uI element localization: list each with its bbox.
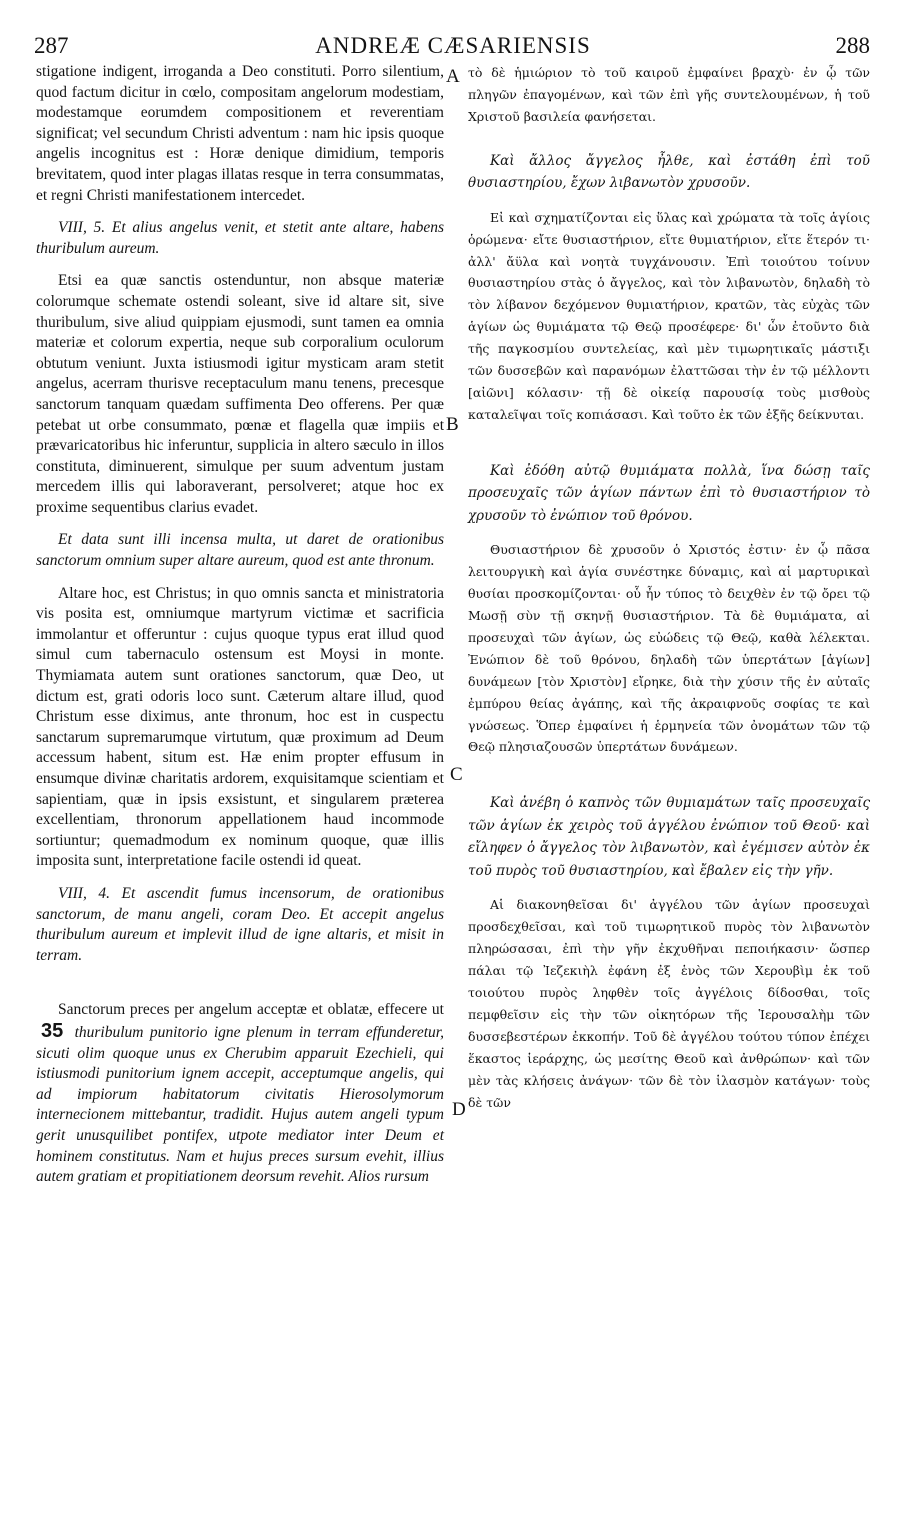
- page-number-left: 287: [34, 33, 69, 58]
- latin-paragraph: stigatione indigent, irroganda a Deo constituti. Porro silentium, quod factum dicitur in cœlo, compositam angelorum modestiam, modestamque eorumdem compositionem et reverentiam significat; vel secundum Christi adventum : nam hic ipsis quoque angelis incognitus est : Horæ denique dimidium, temporis brevitatem, quod inter plagas illatas resque in terra consummatas, et regni Christi manifestationem intercedet.: [36, 63, 444, 204]
- latin-paragraph: Altare hoc, est Christus; in quo omnis sancta et ministratoria vis posita est, omniumque martyrum victimæ et sacrificia immolantur et offeruntur : cujus quoque typus erat illud quod simul cum tabernaculo ostensum est Moysi in monte. Thymiamata autem sunt orationes sanctorum, quæ Deo, ut dictum est, grati odoris loco sunt. Cæterum altare illud, quod Christum esse diximus, ante thronum, hoc est in cuspectu sanctarum supremarumque virtutum, quæ proximum ad Deum accessum habent, situm est. Hæ enim propter effusum in ensumque divinæ charitatis ardorem, exquisitamque scientiam et sapientiam, quæ in ipsis exsistunt, et singularem præterea excellentiam, thronorum appellationem haud incommode sortiuntur; quemadmodum ex nominum quoque, quæ illis imposita sunt, interpretatione facile ostendi id queat.: [36, 584, 444, 870]
- margin-letter-b: B: [446, 414, 459, 435]
- latin-lemma: VIII, 5. Et alius angelus venit, et stetit ante altare, habens thuribulum aureum.: [36, 219, 444, 257]
- running-title: ANDREÆ CÆSARIENSIS: [315, 33, 591, 58]
- greek-paragraph: Θυσιαστήριον δὲ χρυσοῦν ὁ Χριστός ἐστιν· ἐν ᾧ πᾶσα λειτουργικὴ καὶ ἁγία συνέστηκε δύναμις, καὶ αἱ μαρτυρικαὶ θυσίαι προσκομίζονται· οὗ ἦν τύπος τὸ δειχθὲν ἐν τῷ ὄρει τῷ Μωσῇ σὺν τῇ σκηνῇ θυσιαστήριον. Τὰ δὲ θυμιάματα, αἱ προσευχαὶ τῶν ἁγίων, ὡς εὐώδεις τῷ Θεῷ, καθὰ λέλεκται. Ἐνώπιον δὲ τοῦ θρόνου, δηλαδὴ τῶν ὑπερτάτων [ἁγίων] δυνάμεων [τὸν Χριστὸν] εἴρηκε, διὰ τὴν χύσιν τῆς ἐν αὐταῖς ἐμπύρου θείας ἀγάπης, καὶ τῆς ἀκραιφνοῦς σοφίας τε καὶ γνώσεως. Ὅπερ ἐμφαίνει ἡ ἑρμηνεία τῶν ὀνομάτων τῶν τῷ Θεῷ πλησιαζουσῶν ὑπερτάτων δυνάμεων.: [468, 542, 870, 755]
- latin-lemma: Et data sunt illi incensa multa, ut daret de orationibus sanctorum omnium super altare aureum, quod est ante thronum.: [36, 531, 444, 570]
- greek-lemma: Καὶ ἀνέβη ὁ καπνὸς τῶν θυμιαμάτων ταῖς προσευχαῖς τῶν ἁγίων ἐκ χειρὸς τοῦ ἀγγέλου ἐνώπιον τοῦ Θεοῦ· καὶ εἴληφεν ὁ ἄγγελος τὸν λιβανωτὸν, καὶ ἐγέμισεν αὐτὸν ἐκ τοῦ πυρὸς τοῦ θυσιαστηρίου, καὶ ἔβαλεν εἰς τὴν γῆν.: [468, 795, 870, 879]
- greek-paragraph: Εἰ καὶ σχηματίζονται εἰς ὕλας καὶ χρώματα τὰ τοῖς ἁγίοις ὁρώμενα· εἴτε θυσιαστήριον, εἴτε θυμιατήριον, εἴτε ἕτερόν τι· ἀλλ' ἄϋλα καὶ νοητὰ τυγχάνουσιν. Ἐπὶ τοιούτου τοίνυν θυσιαστηρίου στὰς ὁ ἄγγελος, καὶ τὸν λιβανωτὸν, δηλαδὴ τὸ τὸν λίβανον δεχόμενον θυμιατήριον, κρατῶν, τὰς εὐχὰς τῶν ἁγίων ὡς θυμιάματα τῷ Θεῷ προσέφερε· δι' ὧν ἐτοῦντο διὰ τῆς παγκοσμίου συντελείας, καὶ μὲν τιμωρητικαῖς μάστιξι τῶν δυσσεβῶν καὶ παρανόμων ἐλαττῶσαι τὴν ἐν τῷ μέλλοντι [αἰῶνι] κόλασιν· τῇ δὲ οἰκείᾳ παρουσίᾳ τοὺς μισθοὺς καταλεῖψαι τοῖς κοπιάσασι. Καὶ τοῦτο ἐκ τῶν ἑξῆς δείκνυται.: [468, 209, 870, 422]
- greek-lemma: Καὶ ἐδόθη αὐτῷ θυμιάματα πολλὰ, ἵνα δώσῃ ταῖς προσευχαῖς τῶν ἁγίων πάντων ἐπὶ τὸ θυσιαστήριον τὸ χρυσοῦν τὸ ἐνώπιον τοῦ θρόνου.: [468, 462, 870, 524]
- greek-column: [468, 62, 870, 1113]
- column-number: 35: [41, 1019, 64, 1042]
- latin-paragraph: Etsi ea quæ sanctis ostenduntur, non absque materiæ colorumque schemate ostendi soleant, sive id altare sit, sive thuribulum, sive aliud quippiam ejusmodi, sunt tamen ea omnia materiæ et colorum expertia, neque sub corporalium oculorum obtutum veniunt. Juxta istiusmodi igitur mysticam aram stetit angelus, acerram thurisve receptaculum manu tenens, precesque sanctorum tanquam quædam suffimenta Deo offerens. Per quæ petebat ut orbe consummato, pœnæ et flagella quæ impiis et prævaricatoribus hic inferuntur, supplicia in altero sæculo in illos constituta, diminuerent, simulque per suum adventum justam mercedem illis qui laboraverant, persolveret; atque hoc ex proxime sequentibus clarius evadet.: [36, 272, 444, 516]
- latin-paragraph: [36, 1000, 444, 1187]
- latin-text: Sanctorum preces per angelum acceptæ et oblatæ, effecere ut: [58, 1001, 444, 1019]
- latin-column: [36, 62, 444, 1188]
- margin-letter-c: C: [450, 764, 463, 785]
- latin-text: thuribulum punitorio igne plenum in terram effunderetur, sicuti olim quoque unus ex Cherubim apparuit Ezechieli, qui istiusmodi punitorium ignem accepit, acceptumque angelis, qui ad impiorum habitatorum civitatis Hierosolymorum internecionem mittebantur, tradidit. Hujus autem angeli typum gerit unusquilibet pontifex, utpote mediator inter Deum et hominem constitutus. Nam et hujus preces sursum evehit, illius autem gratiam et propitiationem deorsum revehit. Alios rursum: [36, 1023, 444, 1186]
- greek-paragraph: Αἱ διακονηθεῖσαι δι' ἀγγέλου τῶν ἁγίων προσευχαὶ προσδεχθεῖσαι, καὶ τοῦ τιμωρητικοῦ πυρὸς τὸν λιβανωτὸν πληρώσασαι, ἐπὶ τὴν γῆν ἐκχυθῆναι πεποιήκασιν· ὥσπερ πάλαι τῷ Ἰεζεκιὴλ ἐφάνη ἐξ ἑνὸς τῶν Χερουβὶμ ἐκ τοῦ τοιούτου πυρὸς ληφθὲν τοῖς ἀγγέλοις δίδοσθαι, τοῖς πεμφθεῖσιν εἰς τὴν τῶν οἰκητόρων τῆς Ἱερουσαλὴμ τῶν δυσσεβεστέρων ἐκκοπήν. Τοῦ δὲ ἀγγέλου τούτου τύπον ἐπέχει ἕκαστος ἱεράρχης, ὡς μεσίτης Θεοῦ καὶ ἀνθρώπων· καὶ τῶν μὲν τὰς κλήσεις ἀνάγων· τῶν δὲ τὸν ἱλασμὸν κατάγων· τοὺς δὲ τῶν: [468, 897, 870, 1110]
- greek-paragraph: τὸ δὲ ἡμιώριον τὸ τοῦ καιροῦ ἐμφαίνει βραχὺ· ἐν ᾧ τῶν πληγῶν ἐπαγομένων, καὶ τῶν ἐπὶ γῆς συντελουμένων, ἡ τοῦ Χριστοῦ βασιλεία φανήσεται.: [468, 65, 870, 124]
- margin-letter-a: A: [446, 66, 460, 87]
- latin-lemma: VIII, 4. Et ascendit fumus incensorum, de orationibus sanctorum, de manu angeli, coram Deo. Et accepit angelus thuribulum aureum et implevit illud de igne altaris, et misit in terram.: [36, 884, 444, 964]
- greek-lemma: Καὶ ἄλλος ἄγγελος ἦλθε, καὶ ἐστάθη ἐπὶ τοῦ θυσιαστηρίου, ἔχων λιβανωτὸν χρυσοῦν.: [468, 152, 870, 192]
- page-number-right: 288: [835, 33, 870, 58]
- page-header: [30, 30, 876, 62]
- margin-letter-d: D: [452, 1099, 466, 1120]
